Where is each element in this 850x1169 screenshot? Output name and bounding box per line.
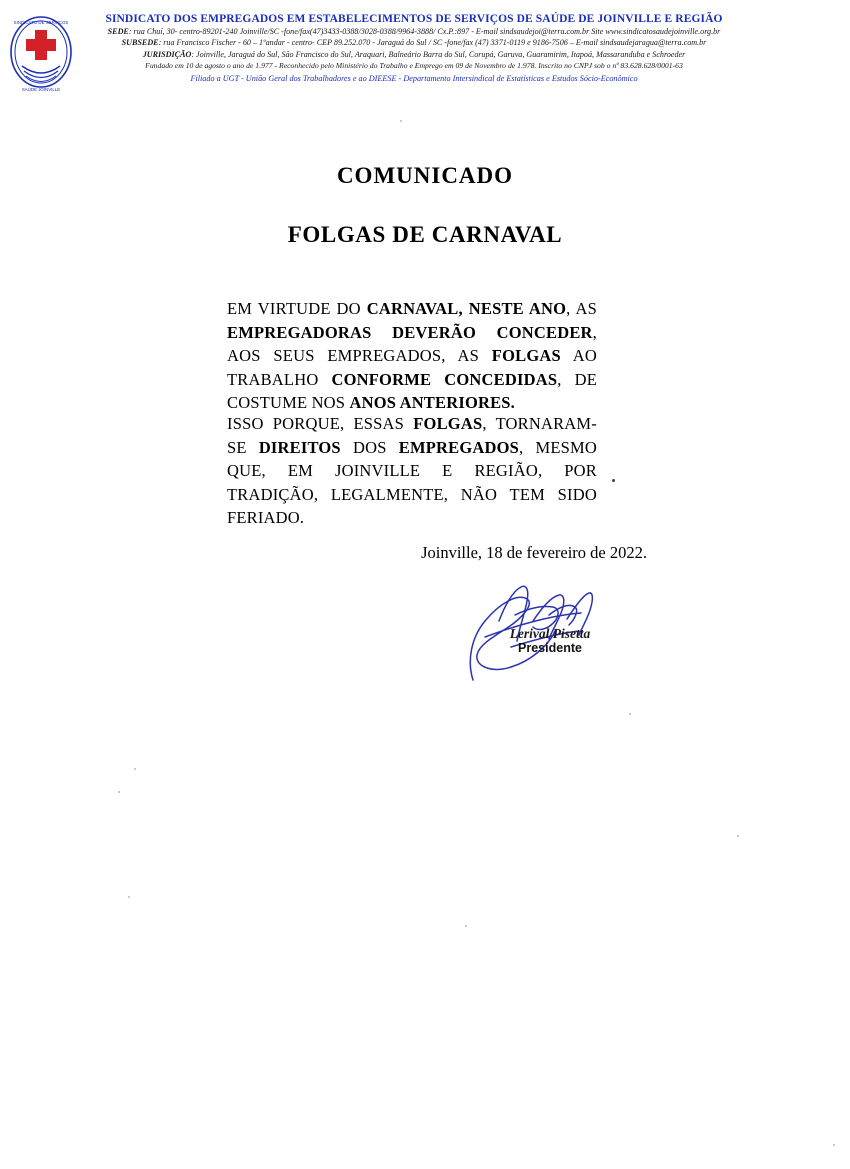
union-name: SINDICATO DOS EMPREGADOS EM ESTABELECIMENTOS DE SERVIÇOS DE SAÚDE DE JOINVILLE E REGIÃO (105, 13, 723, 25)
filiado-line: Filiado a UGT - União Geral dos Trabalhadores e ao DIEESE - Departamento Intersindical de Estatísticas e Estudos Sócio-Econômico (190, 73, 638, 83)
signature-name: Lerival Pisetta (509, 626, 591, 641)
jurisdicao-line (78, 49, 750, 60)
subsede-text: : rua Francisco Fischer - 60 – 1ºandar - centro- CEP 89.252.070 - Jaraguá do Sul / SC -fone/fax (47) 3371-0119 e 9186-7506 – E-mail sindsaudejaragua@terra.com.br (158, 38, 707, 48)
union-emblem-icon (8, 14, 74, 94)
letterhead-text (78, 12, 750, 84)
paragraph-virtude-carnaval: EM VIRTUDE DO CARNAVAL, NESTE ANO, AS EMPREGADORAS DEVERÃO CONCEDER, AOS SEUS EMPREGADOS, AS FOLGAS AO TRABALHO CONFORME CONCEDIDAS, DE COSTUME NOS ANOS ANTERIORES. (227, 299, 598, 412)
scan-speck (833, 1144, 835, 1146)
letterhead (0, 10, 850, 105)
sede-line (78, 26, 750, 37)
date-line: Joinville, 18 de fevereiro de 2022. (421, 543, 647, 562)
jurisdicao-label: JURISDIÇÃO (142, 49, 192, 59)
scan-speck (737, 835, 739, 837)
subsede-label: SUBSEDE (121, 38, 159, 48)
svg-text:SINDICATO DE SERVIÇOS: SINDICATO DE SERVIÇOS (13, 20, 69, 25)
jurisdicao-text: : Joinville, Jaraguá do Sul, São Francisco do Sul, Araquari, Balneário Barra do Sul, Corupá, Garuva, Guaramirim, Itapoá, Massaranduba e Schroeder (191, 49, 686, 59)
sede-label: SEDE (107, 27, 129, 36)
signature-block (455, 575, 645, 690)
scan-mark (612, 479, 615, 482)
paragraph-direitos-empregados: ISSO PORQUE, ESSAS FOLGAS, TORNARAM-SE DIREITOS DOS EMPREGADOS, MESMO QUE, EM JOINVILLE E REGIÃO, POR TRADIÇÃO, LEGALMENTE, NÃO TEM SIDO FERIADO. (227, 414, 597, 527)
svg-text:SAÚDE JOINVILLE: SAÚDE JOINVILLE (21, 87, 61, 92)
signature-role: Presidente (518, 641, 582, 655)
sede-text: : rua Chuí, 30- centro-89201-240 Joinville/SC -fone/fax(47)3433-0388/3028-0388/9964-3888/ Cx.P.:897 - E-mail sindsaudejoi@terra.com.br Site www.sindicatosaudejoinville.org.br (128, 27, 721, 36)
page-subtitle: FOLGAS DE CARNAVAL (287, 222, 563, 247)
scan-speck (400, 120, 402, 122)
subsede-line (78, 37, 750, 48)
scan-speck (118, 791, 120, 793)
fundado-line: Fundado em 10 de agosto o ano de 1.977 - Reconhecido pelo Ministério do Trabalho e Emprego em 09 de Novembro de 1.978. Inscrito no CNPJ sob o nº 83.628.628/0001-63 (145, 61, 683, 71)
page-title: COMUNICADO (336, 163, 514, 188)
scan-speck (465, 925, 467, 927)
scan-speck (134, 768, 136, 770)
scan-speck (128, 896, 130, 898)
scan-speck (629, 713, 631, 715)
